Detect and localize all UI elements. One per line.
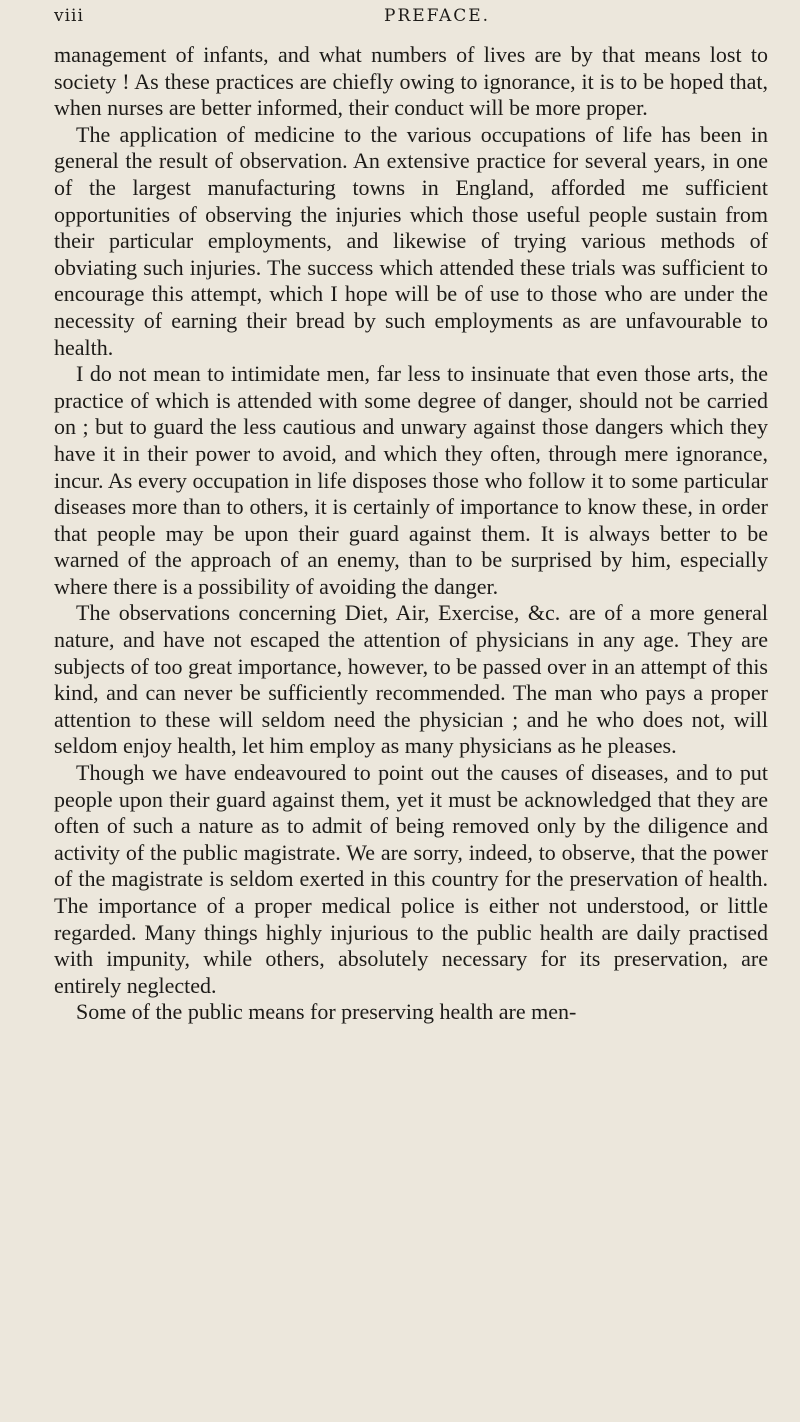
paragraph-causes-of-diseases: Though we have endeavoured to point out the causes of diseases, and to put people upon their guard against them, yet it must be acknowledged that they are often of such a nature as to admit of being removed only by the diligence and activity of the public magistrate. We are sorry, indeed, to observe, that the power of the magistrate is seldom exerted in this country for the preservation of health. The importance of a proper medical police is either not understood, or little regarded. Many things highly injurious to the public health are daily practised with impunity, while others, absolutely necessary for its preservation, are entirely neglected. <box>54 760 768 998</box>
page-number: viii <box>54 6 84 26</box>
paragraph-intimidate: I do not mean to intimidate men, far less to insinuate that even those arts, the practice of which is attended with some degree of danger, should not be carried on ; but to guard the less cautious and unwary against those dangers which they have it in their power to avoid, and which they often, through mere ignorance, incur. As every occupation in life disposes those who follow it to some particular diseases more than to others, it is certainly of importance to know these, in order that people may be upon their guard against them. It is always better to be warned of the approach of an enemy, than to be surprised by him, especially where there is a possibility of avoiding the danger. <box>54 361 768 599</box>
paragraph-continuation: management of infants, and what numbers of lives are by that means lost to society ! As these practices are chiefly owing to ignorance, it is to be hoped that, when nurses are better informed, their conduct will be more proper. <box>54 42 768 121</box>
paragraph-diet-air-exercise: The observations concerning Diet, Air, Exercise, &c. are of a more general nature, and have not escaped the attention of physicians in any age. They are subjects of too great importance, however, to be passed over in an attempt of this kind, and can never be sufficiently recommended. The man who pays a proper attention to these will seldom need the physician ; and he who does not, will seldom enjoy health, let him employ as many physicians as he pleases. <box>54 600 768 759</box>
body-text <box>54 42 768 1026</box>
running-head <box>54 2 768 42</box>
paragraph-public-means: Some of the public means for preserving health are men- <box>76 999 577 1025</box>
paragraph-medicine-occupations: The application of medicine to the various occupations of life has been in general the result of observation. An extensive practice for several years, in one of the largest manufacturing towns in England, afforded me sufficient opportunities of observing the injuries which those useful people sustain from their particular employments, and likewise of trying various methods of obviating such injuries. The success which attended these trials was sufficient to encourage this attempt, which I hope will be of use to those who are under the necessity of earning their bread by such employments as are unfavourable to health. <box>54 121 768 360</box>
running-head-title: PREFACE. <box>384 6 491 26</box>
